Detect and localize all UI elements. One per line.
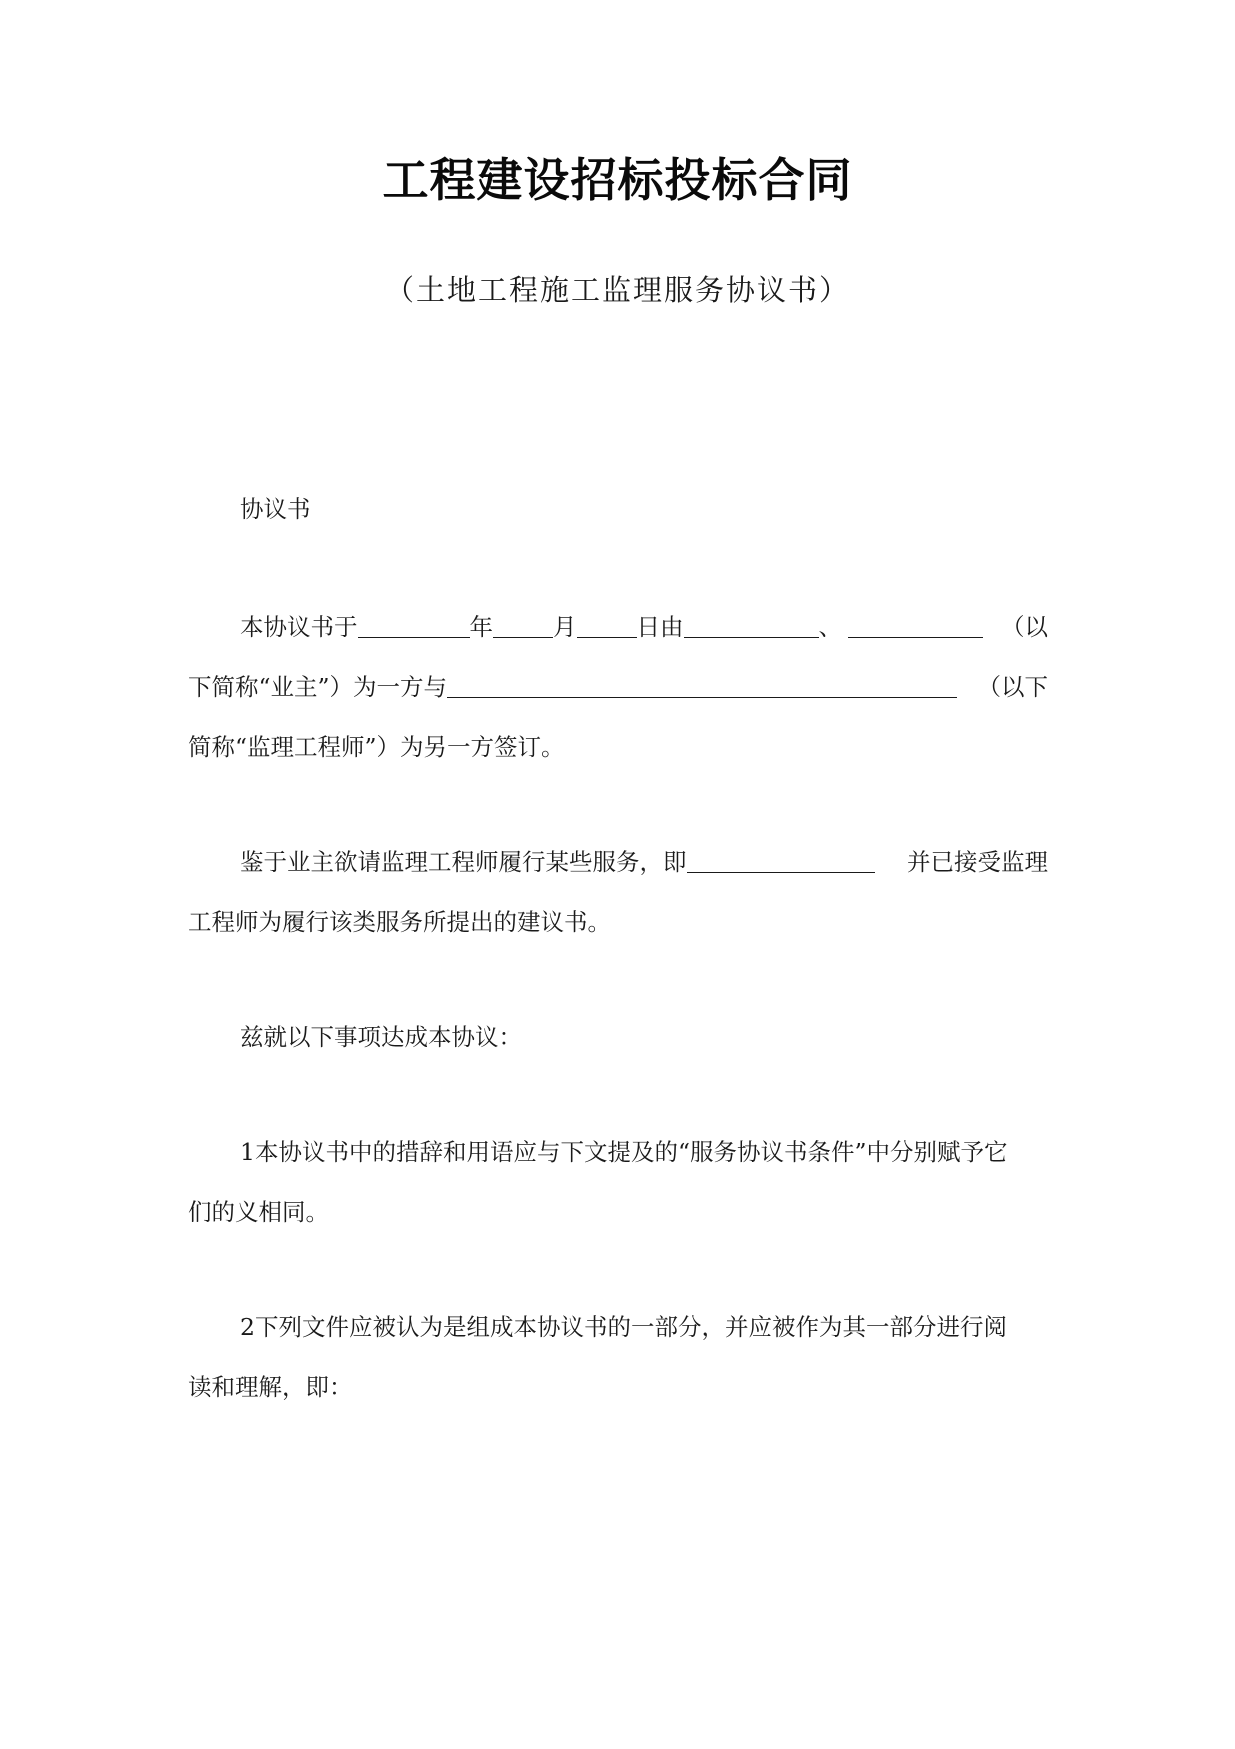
paragraph-1-line-3 [188,730,565,764]
p1-text-g: 下简称“业主”）为一方与 [188,673,448,701]
p1-text-a: 本协议书于 [240,613,358,641]
p1-text-h: （以下 [977,673,1048,701]
paragraph-1-line-2 [188,670,1048,704]
p4-text-b: 们的义相同。 [188,1198,329,1226]
paragraph-5-line-2 [188,1370,353,1404]
p2-text-b: 并已接受监理 [907,848,1048,876]
p1-text-e: 、 [818,613,842,641]
paragraph-5-line-1 [240,1310,1007,1344]
engineer-blank [447,673,957,698]
year-blank [358,613,470,638]
p1-text-b: 年 [469,613,493,641]
paragraph-4-line-2 [188,1195,329,1229]
p1-text-c: 月 [553,613,577,641]
document-title: 工程建设招标投标合同 [382,153,853,207]
paragraph-4-line-1 [240,1135,1007,1169]
p1-text-i: 简称“监理工程师”）为另一方签订。 [188,733,565,761]
p1-text-d: 日由 [636,613,684,641]
p5-text-b: 读和理解，即： [188,1373,353,1401]
p1-text-f: （以 [1001,613,1048,641]
p3-text: 兹就以下事项达成本协议： [240,1023,522,1051]
p4-text-a: 1本协议书中的措辞和用语应与下文提及的“服务协议书条件”中分别赋予它 [240,1138,1008,1166]
party-a-blank-1 [684,613,819,638]
agreement-heading-text: 协议书 [240,495,311,523]
p5-text-a: 2下列文件应被认为是组成本协议书的一部分，并应被作为其一部分进行阅 [240,1313,1007,1341]
p2-text-a: 鉴于业主欲请监理工程师履行某些服务，即 [240,848,687,876]
paragraph-3 [240,1020,522,1054]
day-blank [577,613,637,638]
agreement-heading [240,492,311,526]
paragraph-2-line-2 [188,905,611,939]
party-a-blank-2 [848,613,983,638]
p2-text-c: 工程师为履行该类服务所提出的建议书。 [188,908,611,936]
month-blank [493,613,553,638]
paragraph-2-line-1 [240,845,1048,879]
service-blank [687,848,875,873]
document-subtitle: （土地工程施工监理服务协议书） [384,273,850,307]
paragraph-1-line-1 [240,610,1048,644]
